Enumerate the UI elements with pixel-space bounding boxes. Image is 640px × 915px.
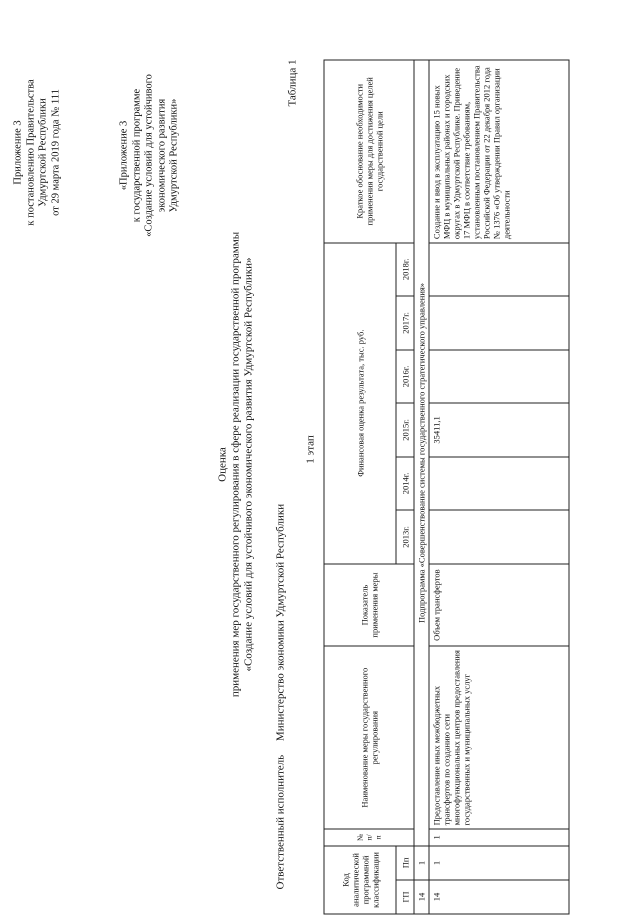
year-cell: 2017г.: [396, 296, 414, 350]
row-value: [429, 243, 569, 297]
title-line: «Создание условий для устойчивого экономического развития Удмуртской Республики»: [243, 145, 256, 785]
responsible-executor: Ответственный исполнитель Министерство экономики Удмуртской Республики: [275, 390, 287, 890]
appendix-line: от 29 марта 2019 года № 111: [50, 33, 63, 273]
table-label: Таблица 1: [287, 60, 299, 160]
header-num: № п/п: [324, 829, 414, 846]
header-code: Код аналитической программной классификации: [324, 846, 396, 914]
table-row: [429, 60, 569, 914]
row-value: [429, 296, 569, 350]
subprogram-title: Подпрограмма «Совершенствование системы государственного стратегического управления»: [414, 60, 429, 846]
document-title: [217, 145, 256, 785]
header-gp: ГП: [396, 880, 414, 914]
title-line: Оценка: [217, 145, 230, 785]
row-value: 35411,1: [429, 403, 569, 457]
title-line: применения мер государственного регулирования в сфере реализации государственной программы: [230, 145, 243, 785]
rotated-content: [1, 0, 640, 905]
program-line: «Приложение 3: [119, 31, 132, 281]
year-cell: 2018г.: [396, 243, 414, 297]
appendix-line: Приложение 3: [13, 33, 26, 273]
subprogram-gp: 14: [414, 880, 429, 914]
row-reason: Создание и ввод в эксплуатацию 15 новых МФЦ в муниципальных районах и городских округах в Удмуртской Республике. Приведение 17 МФЦ в соответствие требованиям, установленным постановлением Правительства Российской Федерации от 22 декабря 2012 года № 1376 «Об утверждении Правил организации деятельности: [429, 60, 569, 243]
measures-table: [324, 60, 570, 915]
program-line: Удмуртской Республики»: [169, 31, 182, 281]
program-line: экономического развития: [156, 31, 169, 281]
header-name: Наименование меры государственного регулирования: [324, 646, 414, 828]
year-cell: 2016г.: [396, 350, 414, 404]
year-cell: 2013г.: [396, 510, 414, 564]
program-line: к государственной программе: [131, 31, 144, 281]
header-indicator: Показатель применения меры: [324, 564, 414, 647]
row-gp: 14: [429, 880, 569, 914]
row-name: Предоставление иных межбюджетных трансфертов по созданию сети многофункциональных центров предоставления государственных и муниципальных услуг: [429, 646, 569, 828]
header-finance: Финансовая оценка результата, тыс. руб.: [324, 243, 396, 564]
header-pp: Пп: [396, 846, 414, 880]
row-value: [429, 350, 569, 404]
appendix-line: Удмуртской Республики: [38, 33, 51, 273]
stage-label: 1 этап: [305, 375, 317, 525]
year-cell: 2014г.: [396, 457, 414, 511]
row-indicator: Объем трансфертов: [429, 564, 569, 647]
year-cell: 2015г.: [396, 403, 414, 457]
subprogram-row: [414, 60, 429, 914]
row-pp: 1: [429, 846, 569, 880]
row-num: 1: [429, 829, 569, 846]
header-row: [324, 60, 396, 914]
appendix-header: [13, 33, 63, 273]
subprogram-pp: 1: [414, 846, 429, 880]
program-header: [119, 31, 182, 281]
row-value: [429, 457, 569, 511]
row-value: [429, 510, 569, 564]
appendix-line: к постановлению Правительства: [25, 33, 38, 273]
header-reason: Краткое обоснование необходимости применения меры для достижения целей государственной цели: [324, 60, 414, 243]
program-line: «Создание условий для устойчивого: [144, 31, 157, 281]
